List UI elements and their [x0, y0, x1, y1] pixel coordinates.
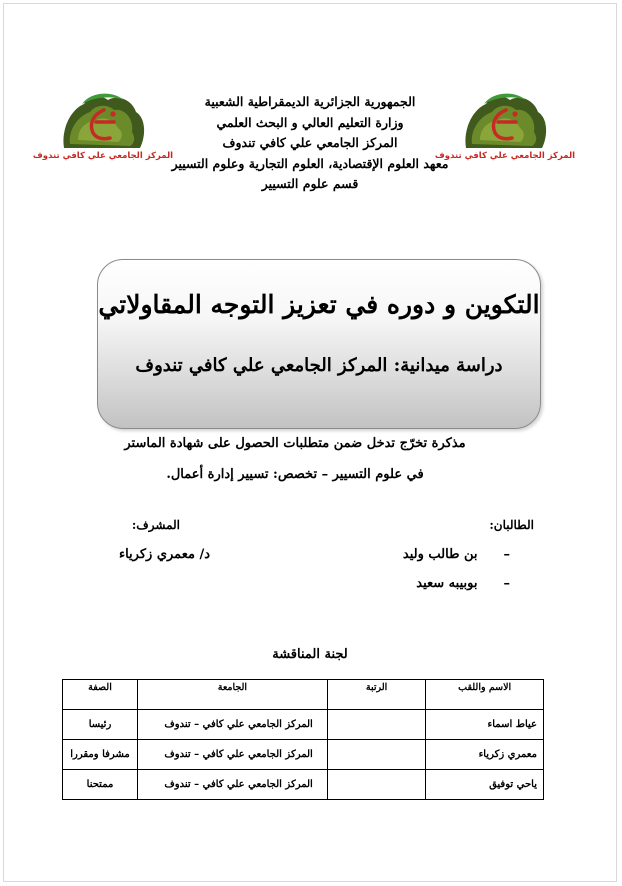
student-name: بن طالب وليد: [402, 547, 478, 562]
university-logo-icon: [32, 88, 174, 170]
committee-table: [62, 679, 544, 800]
member-role: مشرفا ومقررا: [63, 740, 138, 770]
thesis-specialty: في علوم التسيير – تخصص: تسيير إدارة أعمال.: [166, 467, 424, 482]
member-university: المركز الجامعي علي كافي – تندوف: [138, 770, 328, 800]
header-rank: الرتبة: [327, 680, 426, 710]
table-row: [63, 770, 544, 800]
member-university: المركز الجامعي علي كافي – تندوف: [138, 740, 328, 770]
header-name: الاسم واللقب: [426, 680, 544, 710]
member-name: ياحي توفيق: [426, 770, 544, 800]
committee-title: لجنة المناقشة: [272, 647, 348, 662]
student-name: بوبيبه سعيد: [416, 576, 478, 591]
students-label: الطالبان:: [489, 518, 534, 532]
header-line-ministry: وزارة التعليم العالي و البحث العلمي: [216, 114, 404, 130]
supervisor-label: المشرف:: [131, 518, 180, 532]
header-university: الجامعة: [138, 680, 328, 710]
bullet-dash: –: [503, 576, 510, 591]
logo-text: المركز الجامعي علي كافي تندوف: [32, 151, 174, 161]
header-line-institute: معهد العلوم الإقتصادية، العلوم التجارية وعلوم التسيير: [171, 155, 449, 171]
institution-header: [150, 92, 470, 195]
member-name: عياط اسماء: [426, 710, 544, 740]
member-university: المركز الجامعي علي كافي – تندوف: [138, 710, 328, 740]
logo-text: المركز الجامعي علي كافي تندوف: [434, 151, 576, 161]
bullet-dash: –: [503, 547, 510, 562]
thesis-purpose: مذكرة تخرّج تدخل ضمن متطلبات الحصول على شهادة الماستر: [124, 436, 466, 451]
student-item: [330, 547, 510, 562]
thesis-title: التكوين و دوره في تعزيز التوجه المقاولاتي: [98, 290, 540, 319]
member-name: معمري زكرياء: [426, 740, 544, 770]
thesis-subtitle: دراسة ميدانية: المركز الجامعي علي كافي تندوف: [135, 355, 503, 376]
supervisor-name: د/ معمري زكرياء: [118, 547, 210, 562]
member-rank: [327, 770, 426, 800]
header-line-university: المركز الجامعي علي كافي تندوف: [222, 135, 398, 150]
student-item: [330, 576, 510, 591]
table-row: [63, 740, 544, 770]
member-role: ممتحنا: [63, 770, 138, 800]
member-role: رئيسا: [63, 710, 138, 740]
member-rank: [327, 710, 426, 740]
header-line-department: قسم علوم التسيير: [261, 176, 359, 191]
title-box: [97, 259, 541, 429]
table-row: [63, 710, 544, 740]
header-line-republic: الجمهورية الجزائرية الديمقراطية الشعبية: [204, 94, 416, 109]
table-header-row: [63, 680, 544, 710]
header-role: الصفة: [63, 680, 138, 710]
university-logo-icon: [434, 88, 576, 170]
member-rank: [327, 740, 426, 770]
